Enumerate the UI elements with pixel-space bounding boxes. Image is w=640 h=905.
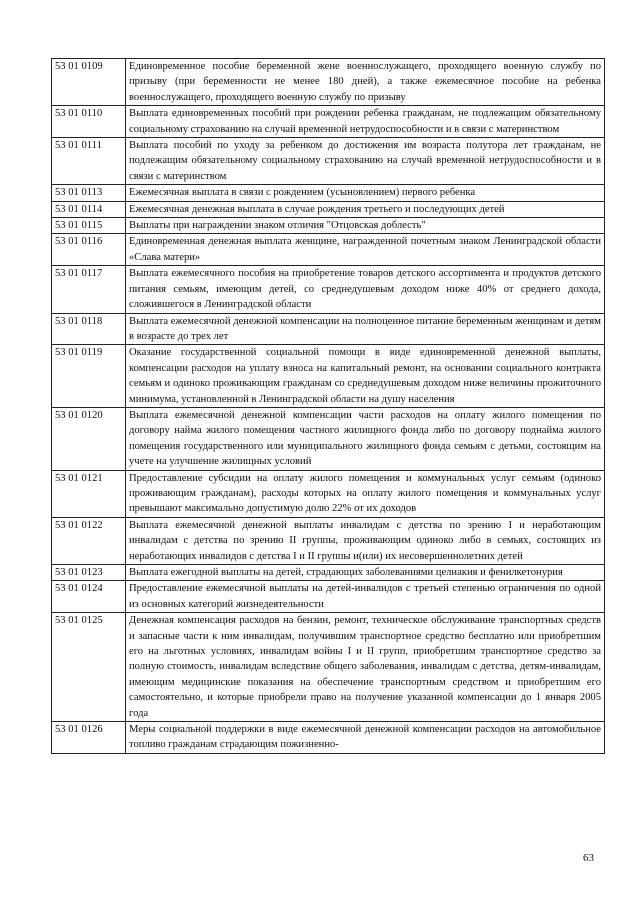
row-description: Ежемесячная выплата в связи с рождением (усыновлением) первого ребенка	[126, 185, 605, 201]
row-code: 53 01 0125	[52, 613, 126, 722]
row-code: 53 01 0111	[52, 138, 126, 185]
table-row	[52, 106, 605, 138]
table-row	[52, 218, 605, 234]
row-code: 53 01 0126	[52, 722, 126, 754]
table-row	[52, 565, 605, 581]
table-row	[52, 517, 605, 564]
row-code: 53 01 0115	[52, 218, 126, 234]
row-description: Выплата единовременных пособий при рождении ребенка гражданам, не подлежащим обязательному социальному страхованию на случай временной нетрудоспособности и в связи с материнством	[126, 106, 605, 138]
row-description: Выплата ежегодной выплаты на детей, страдающих заболеваниями целиакия и фенилкетонурия	[126, 565, 605, 581]
row-description: Единовременное пособие беременной жене военнослужащего, проходящего военную службу по призыву (при беременности не менее 180 дней), а также ежемесячное пособие на ребенка военнослужащего, проходящего военную службу по призыву	[126, 59, 605, 106]
table-row	[52, 185, 605, 201]
budget-code-table	[51, 58, 605, 754]
table-row	[52, 722, 605, 754]
row-description: Предоставление ежемесячной выплаты на детей-инвалидов с третьей степенью ограничения по одной из основных категорий жизнедеятельности	[126, 581, 605, 613]
row-code: 53 01 0117	[52, 266, 126, 313]
row-code: 53 01 0119	[52, 345, 126, 408]
row-description: Единовременная денежная выплата женщине, награжденной почетным знаком Ленинградской области «Слава матери»	[126, 234, 605, 266]
row-description: Меры социальной поддержки в виде ежемесячной денежной компенсации расходов на автомобильное топливо гражданам страдающим пожизненно-	[126, 722, 605, 754]
row-code: 53 01 0116	[52, 234, 126, 266]
row-description: Выплата ежемесячной денежной компенсации на полноценное питание беременным женщинам и детям в возрасте до трех лет	[126, 313, 605, 345]
table-row	[52, 201, 605, 217]
row-description: Оказание государственной социальной помощи в виде единовременной денежной выплаты, компенсации расходов на уплату взноса на капитальный ремонт, на основании социального контракта семьям и одиноко проживающим гражданам со среднедушевым доходом ниже величины прожиточного минимума, установленной в Ленинградской области на душу населения	[126, 345, 605, 408]
table-row	[52, 138, 605, 185]
page-number: 63	[583, 852, 594, 864]
row-description: Выплата ежемесячной денежной компенсации части расходов на оплату жилого помещения по договору найма жилого помещения частного жилищного фонда либо по договору поднайма жилого помещения государственного или муниципального жилищного фонда семьям с детьми, состоящим на учете на улучшение жилищных условий	[126, 407, 605, 470]
table-row	[52, 345, 605, 408]
table-row	[52, 581, 605, 613]
row-code: 53 01 0114	[52, 201, 126, 217]
row-code: 53 01 0122	[52, 517, 126, 564]
row-code: 53 01 0121	[52, 470, 126, 517]
row-code: 53 01 0110	[52, 106, 126, 138]
row-description: Денежная компенсация расходов на бензин, ремонт, техническое обслуживание транспортных средств и запасные части к ним инвалидам, получившим транспортное средство бесплатно или приобретшим его на льготных условиях, инвалидам войны I и II групп, приобретшим транспортное средство за полную стоимость, инвалидам вследствие общего заболевания, инвалидам с детства, детям-инвалидам, имеющим медицинские показания на обеспечение транспортным средством и приобретшим его самостоятельно, и которые приобрели право на получение указанной компенсации до 1 января 2005 года	[126, 613, 605, 722]
row-code: 53 01 0123	[52, 565, 126, 581]
row-description: Предоставление субсидии на оплату жилого помещения и коммунальных услуг семьям (одиноко проживающим гражданам), расходы которых на оплату жилого помещения и коммунальных услуг превышают максимально допустимую долю 22% от их доходов	[126, 470, 605, 517]
table-row	[52, 234, 605, 266]
row-description: Выплата пособий по уходу за ребенком до достижения им возраста полутора лет гражданам, не подлежащим обязательному социальному страхованию на случай временной нетрудоспособности и в связи с материнством	[126, 138, 605, 185]
table-row	[52, 59, 605, 106]
table-row	[52, 266, 605, 313]
table-body	[52, 59, 605, 754]
table-row	[52, 313, 605, 345]
row-code: 53 01 0120	[52, 407, 126, 470]
row-description: Ежемесячная денежная выплата в случае рождения третьего и последующих детей	[126, 201, 605, 217]
table-row	[52, 470, 605, 517]
row-description: Выплата ежемесячной денежной выплаты инвалидам с детства по зрению I и неработающим инвалидам с детства по зрению II группы, проживающим одиноко либо в семьях, состоящих из неработающих инвалидов с детства I и II группы и(или) их несовершеннолетних детей	[126, 517, 605, 564]
row-code: 53 01 0109	[52, 59, 126, 106]
row-description: Выплата ежемесячного пособия на приобретение товаров детского ассортимента и продуктов детского питания семьям, имеющим детей, со среднедушевым доходом ниже 40% от среднего дохода, сложившегося в Ленинградской области	[126, 266, 605, 313]
row-description: Выплаты при награждении знаком отличия "Отцовская доблесть"	[126, 218, 605, 234]
row-code: 53 01 0124	[52, 581, 126, 613]
table-row	[52, 613, 605, 722]
row-code: 53 01 0118	[52, 313, 126, 345]
table-row	[52, 407, 605, 470]
row-code: 53 01 0113	[52, 185, 126, 201]
